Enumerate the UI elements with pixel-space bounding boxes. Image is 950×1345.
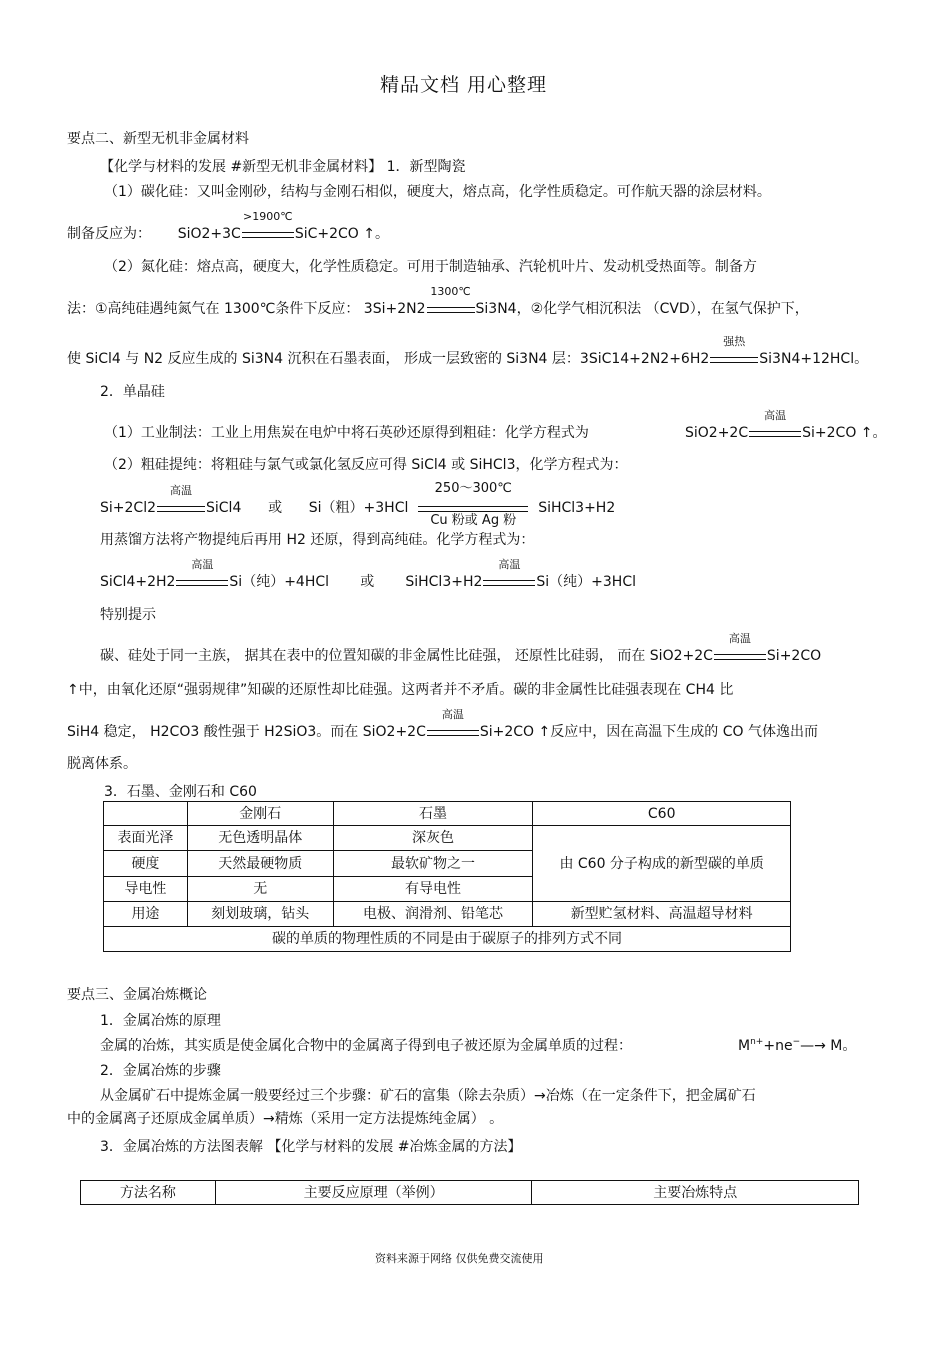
- industrial-method: （1）工业制法：工业上用焦炭在电炉中将石英砂还原得到粗硅：化学方程式为: [104, 425, 589, 441]
- sic-preparation: 制备反应为： SiO2+3C >1900℃ SiC+2CO ↑。: [67, 210, 389, 242]
- crystal-silicon-heading: 2．单晶硅: [100, 384, 165, 400]
- page-title: 精品文档 用心整理: [380, 74, 548, 96]
- table-cell: 导电性: [104, 877, 188, 902]
- purification-equations: Si+2Cl2 高温 SiCl4 或 Si（粗）+3HCl 250～300℃ Cu 粉或 Ag 粉 SiHCl3+H2: [100, 481, 616, 528]
- page-footer: 资料来源于网络 仅供免费交流使用: [375, 1252, 544, 1265]
- si3n4-line-2: 法：①高纯硅遇纯氮气在 1300℃条件下反应： 3Si+2N2 1300℃ Si3N4，②化学气相沉积法 （CVD），在氢气保护下，: [67, 285, 809, 317]
- table-header-cell: 主要反应原理（举例）: [215, 1181, 532, 1205]
- tip-paragraph-4: 脱离体系。: [67, 756, 137, 772]
- tip-paragraph-2: ↑中，由氧化还原“强弱规律”知碳的还原性却比硅强。这两者并不矛盾。碳的非金属性比硅强表现在 CH4 比: [67, 682, 734, 698]
- table-cell: 深灰色: [333, 826, 533, 851]
- distillation-text: 用蒸馏方法将产物提纯后再用 H2 还原，得到高纯硅。化学方程式为：: [100, 532, 535, 548]
- special-tip-heading: 特别提示: [100, 607, 156, 623]
- sic-description: （1）碳化硅：又叫金刚砂，结构与金刚石相似，硬度大，熔点高，化学性质稳定。可作航天器的涂层材料。: [104, 184, 771, 200]
- steps-heading: 2．金属冶炼的步骤: [100, 1063, 221, 1079]
- carbon-table: [103, 801, 791, 952]
- carbon-heading: 3．石墨、金刚石和 C60: [104, 784, 257, 800]
- reference-line: 【化学与材料的发展 #新型无机非金属材料】 1．新型陶瓷: [100, 159, 466, 175]
- table-header-cell: [104, 802, 188, 826]
- table-header-cell: 金刚石: [187, 802, 333, 826]
- table-header-cell: C60: [533, 802, 791, 826]
- table-cell: 无: [187, 877, 333, 902]
- table-cell: 最软矿物之一: [333, 851, 533, 877]
- steps-line-2: 中的金属离子还原成金属单质）→精炼（采用一定方法提炼纯金属） 。: [67, 1111, 504, 1127]
- table-cell: 用途: [104, 902, 188, 927]
- principle-heading: 1．金属冶炼的原理: [100, 1013, 221, 1029]
- c60-merged-cell: 由 C60 分子构成的新型碳的单质: [533, 826, 791, 902]
- purification-text: （2）粗硅提纯：将粗硅与氯气或氯化氢反应可得 SiCl4 或 SiHCl3，化学方程式为：: [104, 457, 628, 473]
- table-cell: 表面光泽: [104, 826, 188, 851]
- principle-equation: $M^{n+}+ne^-—\to M$。: [738, 1037, 857, 1054]
- methods-heading: 3．金属冶炼的方法图表解 【化学与材料的发展 #冶炼金属的方法】: [100, 1139, 522, 1155]
- principle-text: 金属的冶炼，其实质是使金属化合物中的金属离子得到电子被还原为金属单质的过程：: [100, 1038, 632, 1054]
- section-heading-3: 要点三、金属冶炼概论: [67, 987, 207, 1003]
- table-cell: 天然最硬物质: [187, 851, 333, 877]
- table-footer-cell: 碳的单质的物理性质的不同是由于碳原子的排列方式不同: [104, 927, 791, 952]
- table-cell: 硬度: [104, 851, 188, 877]
- section-heading-2: 要点二、新型无机非金属材料: [67, 131, 249, 147]
- si3n4-line-1: （2）氮化硅：熔点高，硬度大，化学性质稳定。可用于制造轴承、汽轮机叶片、发动机受热面等。制备方: [104, 259, 757, 275]
- table-cell: 刻划玻璃，钻头: [187, 902, 333, 927]
- table-cell: 电极、润滑剂、铅笔芯: [333, 902, 533, 927]
- steps-line-1: 从金属矿石中提炼金属一般要经过三个步骤：矿石的富集（除去杂质）→冶炼（在一定条件下，把金属矿石: [100, 1088, 756, 1104]
- reduction-equations: SiCl4+2H2 高温 Si（纯）+4HCl 或 SiHCl3+H2 高温 Si（纯）+3HCl: [100, 558, 636, 590]
- table-cell: 无色透明晶体: [187, 826, 333, 851]
- method-table: [80, 1180, 859, 1205]
- si3n4-line-3: 使 SiCl4 与 N2 反应生成的 Si3N4 沉积在石墨表面， 形成一层致密的 Si3N4 层：3SiC14+2N2+6H2 强热 Si3N4+12HCl。: [67, 335, 869, 367]
- table-header-cell: 方法名称: [81, 1181, 216, 1205]
- table-cell: 有导电性: [333, 877, 533, 902]
- tip-paragraph-1: 碳、硅处于同一主族， 据其在表中的位置知碳的非金属性比硅强， 还原性比硅弱， 而在 SiO2+2C 高温 Si+2CO: [100, 632, 822, 664]
- tip-paragraph-3: SiH4 稳定， H2CO3 酸性强于 H2SiO3。而在 SiO2+2C 高温 Si+2CO ↑反应中，因在高温下生成的 CO 气体逸出而: [67, 708, 818, 740]
- industrial-equation: SiO2+2C 高温 Si+2CO ↑。: [685, 409, 887, 441]
- table-cell: 新型贮氢材料、高温超导材料: [533, 902, 791, 927]
- table-header-cell: 主要冶炼特点: [532, 1181, 859, 1205]
- table-header-cell: 石墨: [333, 802, 533, 826]
